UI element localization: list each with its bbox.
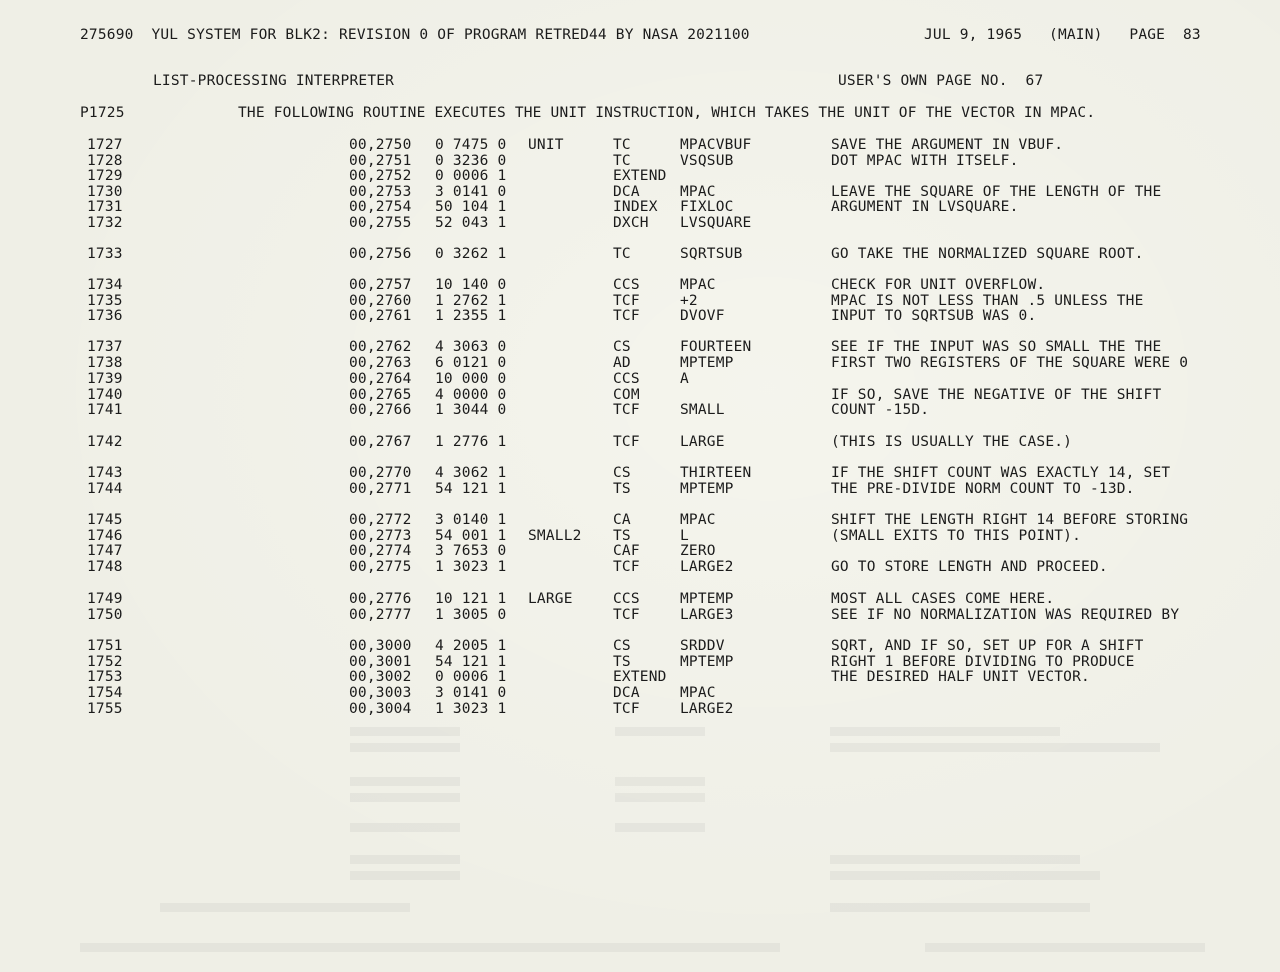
octal-code: 0 7475 0 [435,137,507,153]
octal-code: 0 3262 1 [435,246,507,262]
operand: SMALL [680,402,725,418]
address: 00,3001 [349,654,412,670]
address: 00,2770 [349,465,412,481]
comment: (SMALL EXITS TO THIS POINT). [831,528,1082,544]
comment: MOST ALL CASES COME HERE. [831,591,1055,607]
address: 00,2751 [349,153,412,169]
address: 00,2774 [349,543,412,559]
address: 00,2765 [349,387,412,403]
preface-text: THE FOLLOWING ROUTINE EXECUTES THE UNIT INSTRUCTION, WHICH TAKES THE UNIT OF THE VECTOR IN MPAC. [238,105,1096,121]
section-title: LIST-PROCESSING INTERPRETER [153,73,395,89]
comment: DOT MPAC WITH ITSELF. [831,153,1019,169]
octal-code: 52 043 1 [435,215,507,231]
opcode: CA [613,512,631,528]
opcode: TCF [613,293,640,309]
address: 00,3000 [349,638,412,654]
address: 00,3003 [349,685,412,701]
address: 00,2773 [349,528,412,544]
octal-code: 10 140 0 [435,277,507,293]
opcode: CS [613,638,631,654]
octal-code: 3 0141 0 [435,685,507,701]
operand: DVOVF [680,308,725,324]
operand: MPAC [680,685,716,701]
opcode: TS [613,528,631,544]
line-number: 1753 [87,669,123,685]
octal-code: 50 104 1 [435,199,507,215]
operand: MPTEMP [680,481,734,497]
address: 00,2760 [349,293,412,309]
opcode: TCF [613,434,640,450]
symbol-label: LARGE [528,591,573,607]
opcode: DXCH [613,215,649,231]
operand: ZERO [680,543,716,559]
octal-code: 3 0140 1 [435,512,507,528]
octal-code: 4 3063 0 [435,339,507,355]
operand: MPTEMP [680,654,734,670]
opcode: TC [613,153,631,169]
address: 00,2775 [349,559,412,575]
address: 00,2752 [349,168,412,184]
opcode: TCF [613,701,640,717]
comment: FIRST TWO REGISTERS OF THE SQUARE WERE 0 [831,355,1189,371]
opcode: EXTEND [613,168,667,184]
symbol-label: SMALL2 [528,528,582,544]
comment: SQRT, AND IF SO, SET UP FOR A SHIFT [831,638,1144,654]
opcode: TC [613,137,631,153]
operand: MPAC [680,277,716,293]
operand: MPTEMP [680,355,734,371]
line-number: 1752 [87,654,123,670]
octal-code: 0 0006 1 [435,669,507,685]
line-number: 1754 [87,685,123,701]
preface-number: P1725 [80,105,125,121]
operand: THIRTEEN [680,465,752,481]
line-number: 1731 [87,199,123,215]
octal-code: 3 0141 0 [435,184,507,200]
octal-code: 1 3005 0 [435,607,507,623]
opcode: CCS [613,591,640,607]
operand: MPAC [680,512,716,528]
line-number: 1751 [87,638,123,654]
line-number: 1730 [87,184,123,200]
comment: RIGHT 1 BEFORE DIVIDING TO PRODUCE [831,654,1135,670]
line-number: 1749 [87,591,123,607]
address: 00,2753 [349,184,412,200]
operand: A [680,371,689,387]
opcode: CS [613,465,631,481]
octal-code: 1 2355 1 [435,308,507,324]
line-number: 1737 [87,339,123,355]
line-number: 1738 [87,355,123,371]
line-number: 1729 [87,168,123,184]
operand: LVSQUARE [680,215,752,231]
opcode: INDEX [613,199,658,215]
line-number: 1734 [87,277,123,293]
operand: FIXLOC [680,199,734,215]
operand: LARGE2 [680,701,734,717]
address: 00,3002 [349,669,412,685]
address: 00,2771 [349,481,412,497]
octal-code: 1 3044 0 [435,402,507,418]
opcode: TCF [613,402,640,418]
opcode: CAF [613,543,640,559]
address: 00,2756 [349,246,412,262]
comment: COUNT -15D. [831,402,930,418]
operand: +2 [680,293,698,309]
opcode: TCF [613,607,640,623]
line-number: 1740 [87,387,123,403]
opcode: AD [613,355,631,371]
comment: SEE IF NO NORMALIZATION WAS REQUIRED BY [831,607,1180,623]
operand: VSQSUB [680,153,734,169]
octal-code: 4 3062 1 [435,465,507,481]
opcode: CS [613,339,631,355]
operand: LARGE2 [680,559,734,575]
address: 00,2766 [349,402,412,418]
operand: SQRTSUB [680,246,743,262]
line-number: 1747 [87,543,123,559]
comment: GO TO STORE LENGTH AND PROCEED. [831,559,1108,575]
octal-code: 10 121 1 [435,591,507,607]
octal-code: 6 0121 0 [435,355,507,371]
octal-code: 54 121 1 [435,481,507,497]
comment: IF THE SHIFT COUNT WAS EXACTLY 14, SET [831,465,1171,481]
operand: SRDDV [680,638,725,654]
address: 00,2754 [349,199,412,215]
comment: LEAVE THE SQUARE OF THE LENGTH OF THE [831,184,1162,200]
address: 00,2772 [349,512,412,528]
user-page-number: USER'S OWN PAGE NO. 67 [838,73,1044,89]
comment: MPAC IS NOT LESS THAN .5 UNLESS THE [831,293,1144,309]
line-number: 1743 [87,465,123,481]
opcode: TS [613,654,631,670]
line-number: 1728 [87,153,123,169]
operand: LARGE [680,434,725,450]
line-number: 1750 [87,607,123,623]
comment: SEE IF THE INPUT WAS SO SMALL THE THE [831,339,1162,355]
line-number: 1745 [87,512,123,528]
opcode: DCA [613,184,640,200]
listing-header: 275690 YUL SYSTEM FOR BLK2: REVISION 0 OF PROGRAM RETRED44 BY NASA 2021100 [80,27,750,43]
line-number: 1727 [87,137,123,153]
opcode: COM [613,387,640,403]
comment: THE PRE-DIVIDE NORM COUNT TO -13D. [831,481,1135,497]
address: 00,2776 [349,591,412,607]
address: 00,2755 [349,215,412,231]
line-number: 1739 [87,371,123,387]
octal-code: 0 3236 0 [435,153,507,169]
octal-code: 0 0006 1 [435,168,507,184]
address: 00,2763 [349,355,412,371]
operand: MPACVBUF [680,137,752,153]
line-number: 1744 [87,481,123,497]
octal-code: 54 121 1 [435,654,507,670]
line-number: 1755 [87,701,123,717]
opcode: EXTEND [613,669,667,685]
comment: CHECK FOR UNIT OVERFLOW. [831,277,1046,293]
address: 00,2762 [349,339,412,355]
address: 00,2777 [349,607,412,623]
address: 00,2750 [349,137,412,153]
opcode: CCS [613,277,640,293]
line-number: 1741 [87,402,123,418]
comment: SAVE THE ARGUMENT IN VBUF. [831,137,1064,153]
comment: SHIFT THE LENGTH RIGHT 14 BEFORE STORING [831,512,1189,528]
operand: FOURTEEN [680,339,752,355]
operand: MPAC [680,184,716,200]
octal-code: 4 2005 1 [435,638,507,654]
octal-code: 1 2776 1 [435,434,507,450]
line-number: 1748 [87,559,123,575]
line-number: 1735 [87,293,123,309]
comment: (THIS IS USUALLY THE CASE.) [831,434,1073,450]
line-number: 1742 [87,434,123,450]
comment: IF SO, SAVE THE NEGATIVE OF THE SHIFT [831,387,1162,403]
octal-code: 1 2762 1 [435,293,507,309]
octal-code: 4 0000 0 [435,387,507,403]
address: 00,2767 [349,434,412,450]
opcode: CCS [613,371,640,387]
address: 00,2757 [349,277,412,293]
octal-code: 10 000 0 [435,371,507,387]
line-number: 1746 [87,528,123,544]
symbol-label: UNIT [528,137,564,153]
comment: GO TAKE THE NORMALIZED SQUARE ROOT. [831,246,1144,262]
opcode: TC [613,246,631,262]
octal-code: 3 7653 0 [435,543,507,559]
opcode: DCA [613,685,640,701]
comment: INPUT TO SQRTSUB WAS 0. [831,308,1037,324]
comment: THE DESIRED HALF UNIT VECTOR. [831,669,1090,685]
address: 00,2764 [349,371,412,387]
octal-code: 54 001 1 [435,528,507,544]
operand: LARGE3 [680,607,734,623]
line-number: 1733 [87,246,123,262]
octal-code: 1 3023 1 [435,701,507,717]
opcode: TS [613,481,631,497]
date-page-header: JUL 9, 1965 (MAIN) PAGE 83 [924,27,1201,43]
comment: ARGUMENT IN LVSQUARE. [831,199,1019,215]
opcode: TCF [613,559,640,575]
operand: L [680,528,689,544]
octal-code: 1 3023 1 [435,559,507,575]
address: 00,3004 [349,701,412,717]
line-number: 1736 [87,308,123,324]
operand: MPTEMP [680,591,734,607]
address: 00,2761 [349,308,412,324]
opcode: TCF [613,308,640,324]
line-number: 1732 [87,215,123,231]
